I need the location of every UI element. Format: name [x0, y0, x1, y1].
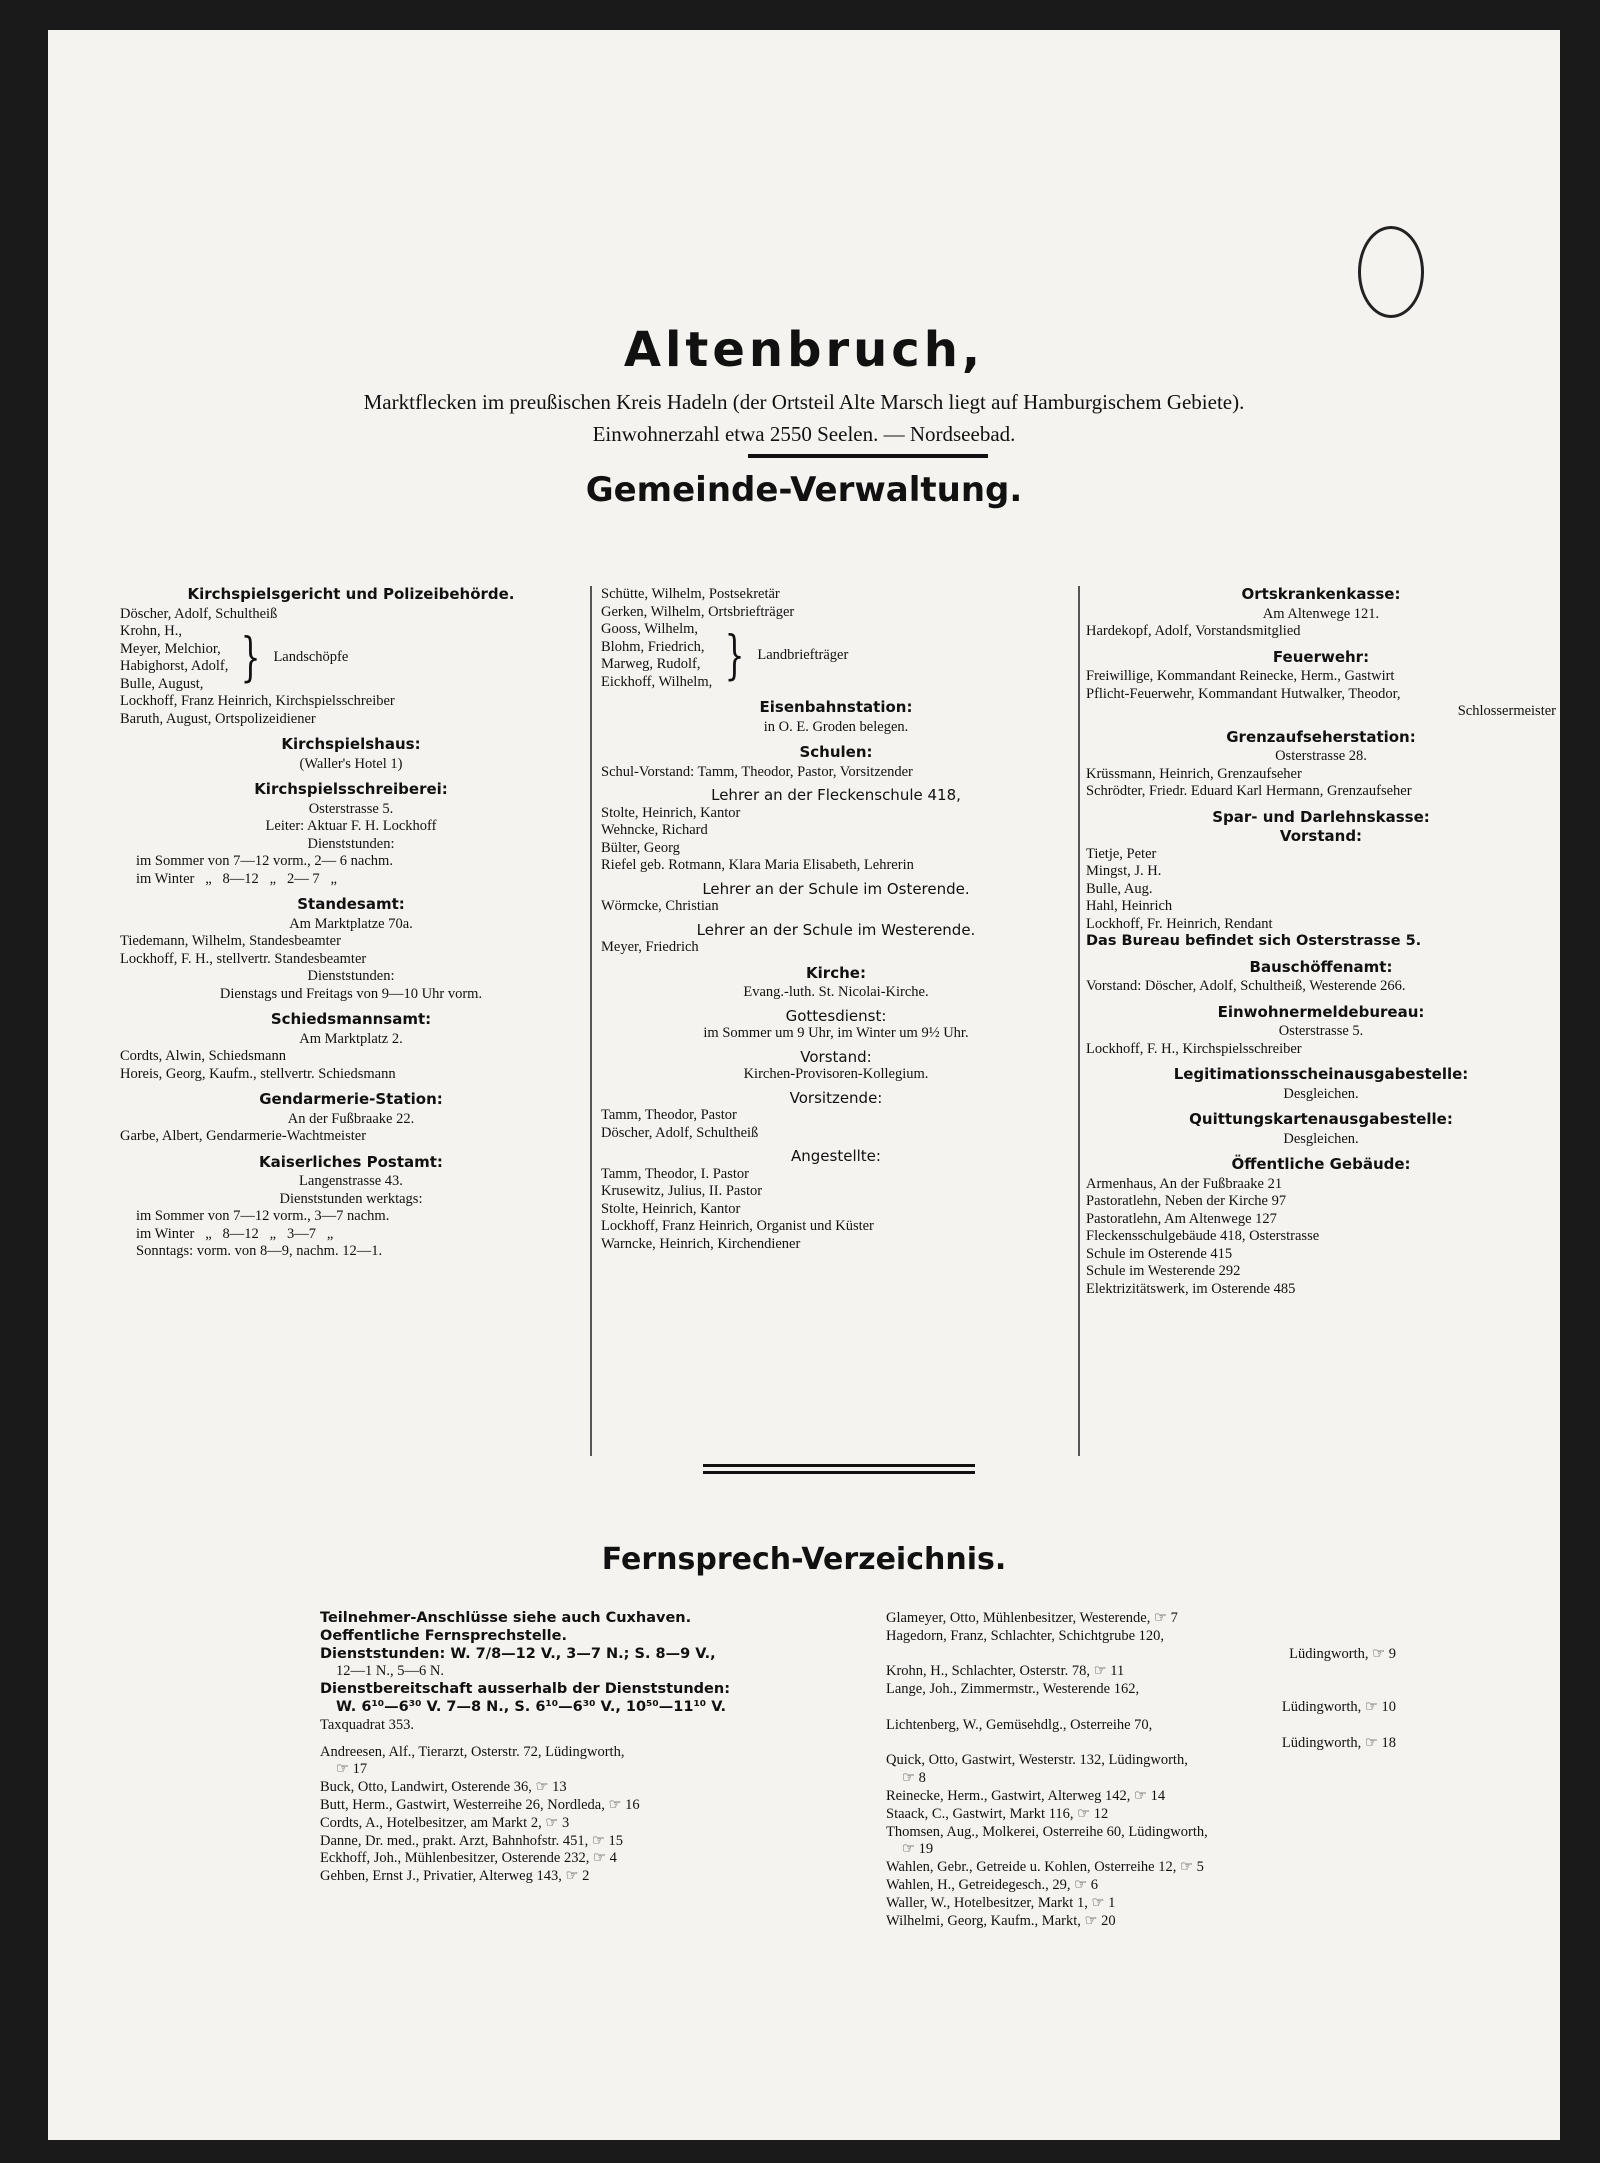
text-line: Schul-Vorstand: Tamm, Theodor, Pastor, Vorsitzender	[601, 763, 913, 780]
heading-kirchspielshaus: Kirchspielshaus:	[281, 735, 421, 753]
text-line: Krusewitz, Julius, II. Pastor	[601, 1183, 763, 1199]
list-item: Buck, Otto, Landwirt, Osterende 36, ☞ 13	[320, 1779, 567, 1796]
text-line: Kirchen-Provisoren-Kollegium.	[743, 1066, 929, 1082]
text-line: Eickhoff, Wilhelm,	[601, 673, 713, 690]
list-item: Dienstbereitschaft ausserhalb der Dienststunden:	[320, 1681, 730, 1698]
text-line: Hardekopf, Adolf, Vorstandsmitglied	[1086, 623, 1301, 639]
title-rule	[748, 454, 988, 458]
list-item: Dienststunden: W. 7/8—12 V., 3—7 N.; S. 8—9 V.,	[320, 1645, 716, 1662]
text-line: Tamm, Theodor, I. Pastor	[601, 1165, 749, 1182]
text-line: Pflicht-Feuerwehr, Kommandant Hutwalker, Theodor,	[1086, 685, 1401, 702]
section-rule-top	[703, 1464, 975, 1467]
text-line: im Sommer von 7—12 vorm., 3—7 nachm.	[136, 1208, 390, 1224]
list-item: Krohn, H., Schlachter, Osterstr. 78, ☞ 11	[886, 1663, 1125, 1680]
text-line: Bülter, Georg	[601, 839, 680, 856]
list-item: Danne, Dr. med., prakt. Arzt, Bahnhofstr. 451, ☞ 15	[320, 1832, 623, 1849]
heading-oeffentliche-gebaeude: Öffentliche Gebäude:	[1231, 1155, 1411, 1173]
list-item: Taxquadrat 353.	[320, 1716, 415, 1733]
text-line: Evang.-luth. St. Nicolai-Kirche.	[743, 984, 929, 1000]
section-heading-fernsprech: Fernsprech-Verzeichnis.	[601, 1542, 1007, 1577]
text-line: Lockhoff, F. H., stellvertr. Standesbeamter	[120, 950, 367, 967]
text-line: Marweg, Rudolf,	[601, 656, 701, 672]
text-line: Osterstrasse 5.	[1278, 1023, 1364, 1039]
list-item: W. 6¹⁰—6³⁰ V. 7—8 N., S. 6¹⁰—6³⁰ V., 10⁵⁰—11¹⁰ V.	[336, 1698, 727, 1715]
text-line: Das Bureau befindet sich Osterstrasse 5.	[1086, 933, 1422, 949]
text-line: Osterstrasse 5.	[308, 800, 394, 817]
text-line: Lockhoff, F. H., Kirchspielsschreiber	[1086, 1040, 1302, 1057]
text-line: Blohm, Friedrich,	[601, 638, 705, 655]
text-line: Wehncke, Richard	[601, 822, 708, 838]
subtitle-line-1: Marktflecken im preußischen Kreis Hadeln (der Ortsteil Alte Marsch liegt auf Hamburgischem Gebiete).	[363, 390, 1245, 414]
subheading: Gottesdienst:	[785, 1006, 887, 1025]
text-line: Fleckensschulgebäude 418, Osterstrasse	[1086, 1228, 1320, 1244]
text-line: im Winter „ 8—12 „ 2— 7 „	[136, 870, 337, 887]
text-line: Leiter: Aktuar F. H. Lockhoff	[265, 818, 437, 834]
text-line: in O. E. Groden belegen.	[763, 718, 909, 735]
text-line: (Waller's Hotel 1)	[299, 755, 403, 772]
list-item: Wahlen, Gebr., Getreide u. Kohlen, Osterreihe 12, ☞ 5	[886, 1859, 1204, 1876]
text-line: Hahl, Heinrich	[1086, 898, 1173, 914]
heading-standesamt: Standesamt:	[297, 895, 405, 913]
column-divider-2	[1078, 586, 1080, 1456]
phone-list-right	[886, 1610, 1396, 1930]
text-line: Dienststunden werktags:	[279, 1190, 423, 1207]
brace-icon: }	[240, 628, 261, 688]
text-line: Wörmcke, Christian	[601, 898, 719, 914]
list-item: Butt, Herm., Gastwirt, Westerreihe 26, Nordleda, ☞ 16	[320, 1796, 640, 1813]
column-2	[601, 586, 1071, 1253]
subheading: Vorstand:	[800, 1047, 872, 1066]
scan-border	[0, 0, 48, 2163]
list-item: Hagedorn, Franz, Schlachter, Schichtgrube 120,	[886, 1627, 1165, 1644]
text-line: Dienststunden:	[307, 968, 395, 984]
list-item: Lüdingworth, ☞ 18	[1281, 1734, 1396, 1751]
list-item: Staack, C., Gastwirt, Markt 116, ☞ 12	[886, 1805, 1109, 1822]
text-line: Meyer, Friedrich	[601, 939, 699, 955]
phone-list-left	[320, 1610, 860, 1886]
list-item: Wilhelmi, Georg, Kaufm., Markt, ☞ 20	[886, 1912, 1116, 1929]
text-line: Vorstand: Döscher, Adolf, Schultheiß, Westerende 266.	[1086, 978, 1406, 994]
list-item: Lange, Joh., Zimmermstr., Westerende 162,	[886, 1681, 1140, 1698]
page-title: Altenbruch,	[623, 322, 985, 378]
list-item: Lüdingworth, ☞ 10	[1281, 1698, 1396, 1715]
text-line: Krüssmann, Heinrich, Grenzaufseher	[1086, 765, 1302, 782]
heading-sparkasse: Spar- und Darlehnskasse:	[1212, 807, 1430, 826]
list-item: Thomsen, Aug., Molkerei, Osterreihe 60, Lüdingworth,	[886, 1823, 1208, 1840]
text-line: Dienstags und Freitags von 9—10 Uhr vorm.	[219, 985, 483, 1002]
text-line: Armenhaus, An der Fußbraake 21	[1086, 1175, 1283, 1192]
text-line: Osterstrasse 28.	[1275, 748, 1367, 764]
text-line: Meyer, Melchior,	[120, 640, 221, 657]
text-line: Krohn, H.,	[120, 623, 183, 639]
heading-ortskrankenkasse: Ortskrankenkasse:	[1241, 585, 1401, 603]
text-line: Pastoratlehn, Neben der Kirche 97	[1086, 1193, 1287, 1209]
text-line: Tamm, Theodor, Pastor	[601, 1107, 737, 1123]
list-item: Eckhoff, Joh., Mühlenbesitzer, Osterende 232, ☞ 4	[320, 1850, 617, 1867]
text-line: Lockhoff, Franz Heinrich, Organist und Küster	[601, 1218, 874, 1234]
heading-schulen: Schulen:	[799, 743, 873, 761]
text-line: Lockhoff, Franz Heinrich, Kirchspielsschreiber	[120, 693, 395, 709]
text-line: Gooss, Wilhelm,	[601, 621, 699, 637]
text-line: im Sommer von 7—12 vorm., 2— 6 nachm.	[136, 853, 393, 869]
group-label: Landschöpfe	[273, 649, 349, 666]
text-line: Horeis, Georg, Kaufm., stellvertr. Schiedsmann	[120, 1065, 396, 1082]
text-line: Stolte, Heinrich, Kantor	[601, 1200, 741, 1217]
heading-bauschoeffenamt: Bauschöffenamt:	[1249, 957, 1393, 976]
text-line: Garbe, Albert, Gendarmerie-Wachtmeister	[120, 1128, 367, 1144]
subheading: Lehrer an der Schule im Westerende.	[696, 920, 976, 939]
list-item: Lichtenberg, W., Gemüsehdlg., Osterreihe 70,	[886, 1716, 1153, 1733]
section-heading-gemeinde: Gemeinde-Verwaltung.	[585, 470, 1023, 510]
heading-eisenbahnstation: Eisenbahnstation:	[759, 698, 913, 716]
document-page	[48, 30, 1560, 2140]
list-item: Lüdingworth, ☞ 9	[1289, 1645, 1396, 1662]
text-line: Habighorst, Adolf,	[120, 658, 229, 674]
list-item: Gehben, Ernst J., Privatier, Alterweg 143, ☞ 2	[320, 1868, 590, 1885]
text-line: Tiedemann, Wilhelm, Standesbeamter	[120, 933, 341, 949]
column-divider-1	[590, 586, 592, 1456]
heading-einwohnermeldebureau: Einwohnermeldebureau:	[1217, 1002, 1425, 1021]
subheading: Vorstand:	[1279, 827, 1363, 845]
list-item: Reinecke, Herm., Gastwirt, Alterweg 142, ☞ 14	[886, 1787, 1166, 1804]
brace-icon: }	[724, 626, 745, 686]
text-line: Freiwillige, Kommandant Reinecke, Herm., Gastwirt	[1086, 668, 1395, 684]
text-line: Schule im Osterende 415	[1086, 1245, 1233, 1262]
text-line: Baruth, August, Ortspolizeidiener	[120, 710, 316, 727]
list-item: Wahlen, H., Getreidegesch., 29, ☞ 6	[886, 1876, 1098, 1893]
list-item: Cordts, A., Hotelbesitzer, am Markt 2, ☞ 3	[320, 1814, 570, 1831]
text-line: Schütte, Wilhelm, Postsekretär	[601, 586, 780, 602]
text-line: Warncke, Heinrich, Kirchendiener	[601, 1235, 801, 1252]
text-line: Desgleichen.	[1283, 1085, 1359, 1102]
spacer	[320, 1735, 860, 1744]
text-line: Langenstrasse 43.	[299, 1173, 403, 1189]
section-rule-bottom	[703, 1471, 975, 1474]
text-line: Schule im Westerende 292	[1086, 1263, 1241, 1279]
subheading: Lehrer an der Schule im Osterende.	[702, 879, 970, 898]
group-label: Landbriefträger	[757, 647, 849, 664]
list-item: Oeffentliche Fernsprechstelle.	[320, 1627, 567, 1644]
subheading: Angestellte:	[791, 1147, 881, 1165]
pen-circle-mark	[1358, 226, 1424, 318]
subheading: Vorsitzende:	[789, 1088, 883, 1107]
heading-legitimationsschein: Legitimationsscheinausgabestelle:	[1173, 1065, 1469, 1083]
column-3	[1086, 586, 1556, 1298]
landschoepfe-group	[120, 623, 582, 693]
heading-kirchspielsschreiberei: Kirchspielsschreiberei:	[254, 780, 448, 798]
heading-quittungskarten: Quittungskartenausgabestelle:	[1189, 1110, 1453, 1128]
text-line: Stolte, Heinrich, Kantor	[601, 804, 741, 821]
text-line: Döscher, Adolf, Schultheiß	[601, 1124, 759, 1141]
text-line: Lockhoff, Fr. Heinrich, Rendant	[1086, 915, 1273, 932]
text-line: Döscher, Adolf, Schultheiß	[120, 605, 278, 622]
text-line: Am Altenwege 121.	[1262, 605, 1380, 622]
subtitle-line-2: Einwohnerzahl etwa 2550 Seelen. — Nordseebad.	[592, 422, 1016, 446]
text-line: Sonntags: vorm. von 8—9, nachm. 12—1.	[136, 1243, 383, 1259]
list-item: Andreesen, Alf., Tierarzt, Osterstr. 72, Lüdingworth,	[320, 1743, 625, 1760]
list-item: Waller, W., Hotelbesitzer, Markt 1, ☞ 1	[886, 1894, 1116, 1911]
text-line: im Sommer um 9 Uhr, im Winter um 9½ Uhr.	[703, 1025, 969, 1041]
text-line: Am Marktplatze 70a.	[289, 915, 413, 932]
text-line: Gerken, Wilhelm, Ortsbriefträger	[601, 603, 795, 620]
heading-grenzaufseherstation: Grenzaufseherstation:	[1226, 727, 1416, 746]
text-line: Bulle, Aug.	[1086, 880, 1153, 897]
text-line: Riefel geb. Rotmann, Klara Maria Elisabeth, Lehrerin	[601, 857, 914, 873]
text-line: Tietje, Peter	[1086, 845, 1157, 862]
text-line: An der Fußbraake 22.	[287, 1110, 415, 1127]
landbrieftraeger-group	[601, 621, 1071, 691]
text-line: Schrödter, Friedr. Eduard Karl Hermann, Grenzaufseher	[1086, 783, 1412, 799]
heading-schiedsmannsamt: Schiedsmannsamt:	[270, 1010, 432, 1028]
text-line: Dienststunden:	[307, 835, 395, 852]
text-line: Desgleichen.	[1283, 1130, 1359, 1147]
list-item: Teilnehmer-Anschlüsse siehe auch Cuxhaven.	[320, 1610, 692, 1626]
heading-gendarmerie: Gendarmerie-Station:	[259, 1090, 443, 1108]
list-item: ☞ 8	[902, 1770, 926, 1787]
text-line: Am Marktplatz 2.	[299, 1030, 403, 1047]
heading-kirche: Kirche:	[806, 963, 866, 982]
text-line: Elektrizitätswerk, im Osterende 485	[1086, 1280, 1296, 1297]
list-item: Glameyer, Otto, Mühlenbesitzer, Westerende, ☞ 7	[886, 1610, 1178, 1626]
column-1	[120, 586, 582, 1261]
text-line: Cordts, Alwin, Schiedsmann	[120, 1048, 286, 1064]
list-item: Quick, Otto, Gastwirt, Westerstr. 132, Lüdingworth,	[886, 1752, 1188, 1769]
list-item: ☞ 19	[902, 1841, 934, 1858]
subheading: Lehrer an der Fleckenschule 418,	[711, 786, 961, 804]
list-item: ☞ 17	[336, 1761, 368, 1778]
heading-postamt: Kaiserliches Postamt:	[259, 1152, 443, 1171]
text-line: Pastoratlehn, Am Altenwege 127	[1086, 1210, 1277, 1227]
list-item: 12—1 N., 5—6 N.	[336, 1663, 444, 1680]
text-line: Mingst, J. H.	[1086, 863, 1162, 879]
text-line: im Winter „ 8—12 „ 3—7 „	[136, 1225, 334, 1242]
heading-kirchspielsgericht: Kirchspielsgericht und Polizeibehörde.	[187, 585, 515, 603]
text-line: Bulle, August,	[120, 675, 204, 692]
text-line: Schlossermeister	[1457, 703, 1556, 719]
heading-feuerwehr: Feuerwehr:	[1272, 647, 1370, 666]
